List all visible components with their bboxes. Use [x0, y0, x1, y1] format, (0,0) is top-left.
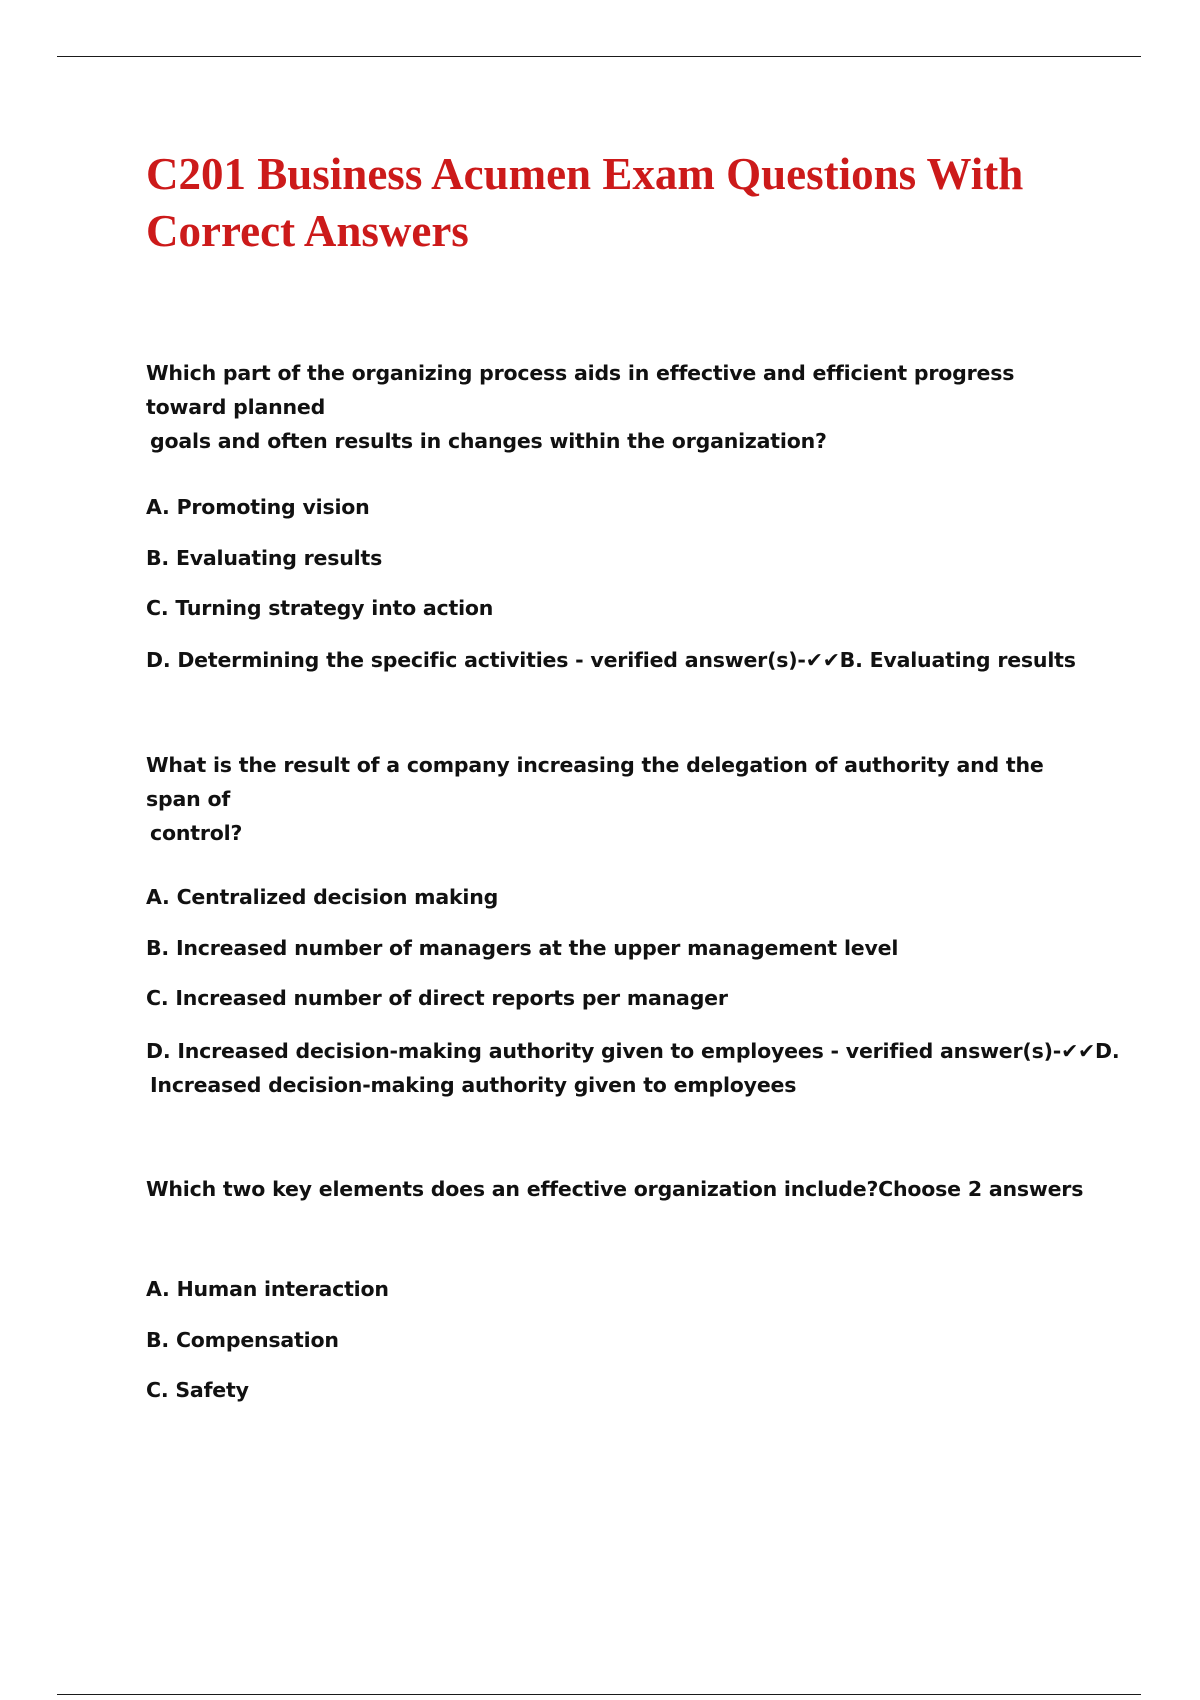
option-c: C. Safety	[146, 1378, 249, 1402]
question-block-1	[146, 356, 1096, 458]
question-line-2: goals and often results in changes within the organization?	[150, 429, 827, 453]
question-line-1: Which part of the organizing process aids in effective and efficient progress toward planned	[146, 361, 1015, 419]
option-a: A. Promoting vision	[146, 495, 370, 519]
question-line-1: What is the result of a company increasing the delegation of authority and the span of	[146, 753, 1044, 811]
option-d-verified-answer: D. Determining the specific activities - verified answer(s)-✔✔B. Evaluating results	[146, 648, 1076, 672]
question-block-3	[146, 1172, 1096, 1206]
option-a: A. Centralized decision making	[146, 885, 499, 909]
option-b: B. Compensation	[146, 1328, 339, 1352]
question-line-2: control?	[150, 821, 243, 845]
question-text	[146, 356, 1096, 458]
document-title: C201 Business Acumen Exam Questions With Correct Answers	[146, 149, 1024, 256]
option-b: B. Increased number of managers at the upper management level	[146, 936, 899, 960]
question-line-1: Which two key elements does an effective organization include?Choose 2 answers	[146, 1177, 1084, 1201]
option-b: B. Evaluating results	[146, 546, 383, 570]
question-text	[146, 1172, 1096, 1206]
option-c: C. Turning strategy into action	[146, 596, 494, 620]
question-text	[146, 748, 1096, 850]
bottom-rule	[57, 1694, 1141, 1695]
option-d-verified-answer: D. Increased decision-making authority given to employees - verified answer(s)-✔✔D.	[146, 1039, 1120, 1063]
question-block-2	[146, 748, 1096, 850]
option-a: A. Human interaction	[146, 1277, 389, 1301]
top-rule	[57, 56, 1141, 57]
option-d-continuation: Increased decision-making authority given to employees	[150, 1073, 797, 1097]
option-c: C. Increased number of direct reports per manager	[146, 986, 728, 1010]
